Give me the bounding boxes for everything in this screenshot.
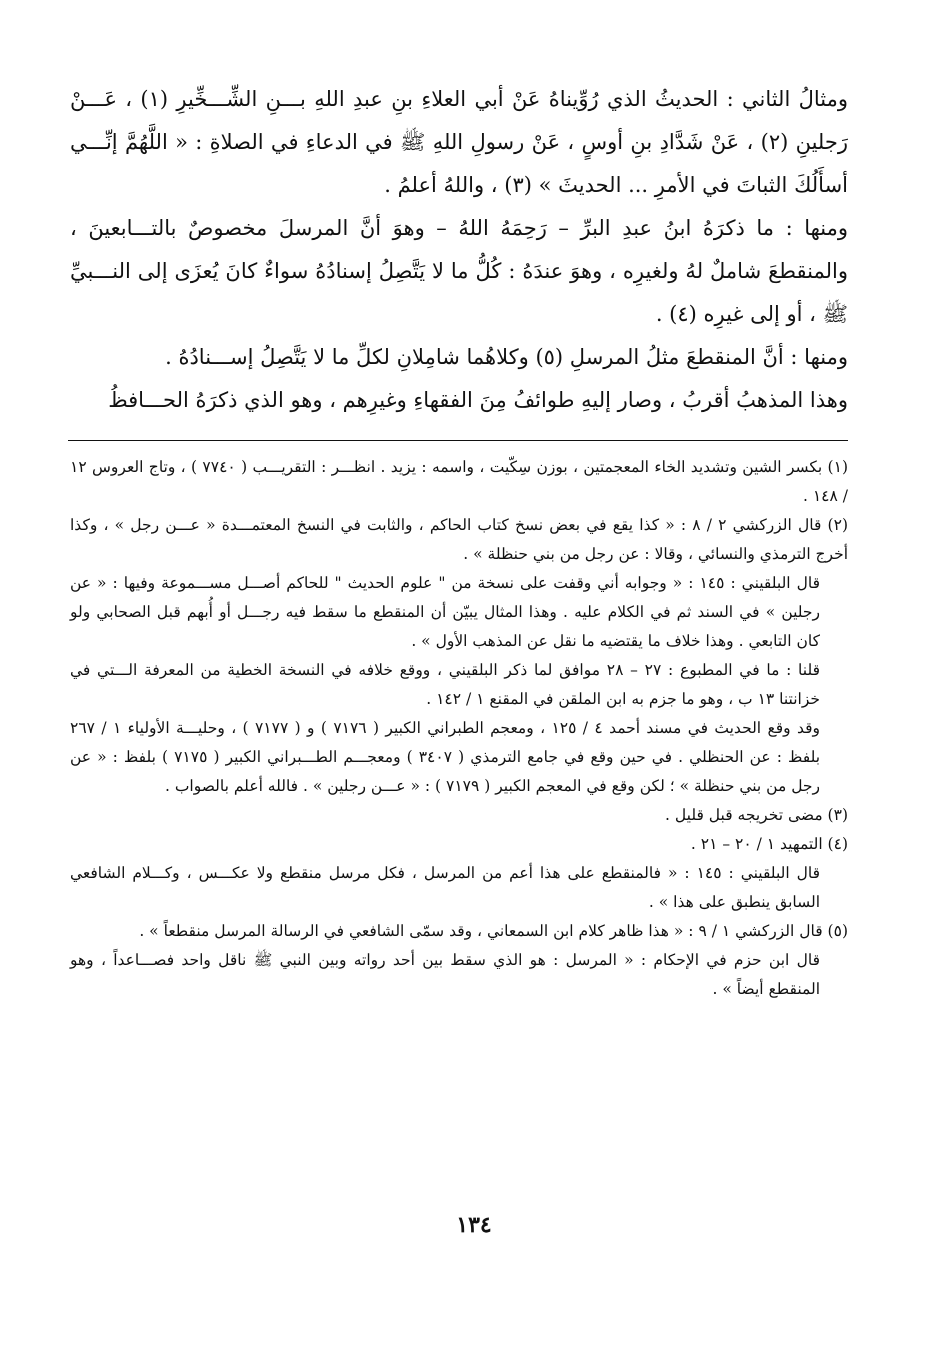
book-page	[70, 78, 848, 1348]
footnote-2-note-b: قلنا : ما في المطبوع : ٢٧ – ٢٨ موافق لما ذكر البلقيني ، ووقع خلافه في النسخة الخطية من المعرفة الـــتي في خزانتنا ١٣ ب ، وهو ما جزم به ابن الملقن في المقنع ١ / ١٤٢ .	[70, 661, 820, 708]
footnote-divider	[68, 440, 848, 441]
footnote-4-note: قال البلقيني : ١٤٥ : « فالمنقطع على هذا أعم من المرسل ، فكل مرسل منقطع ولا عكـــس ، وكـــلام الشافعي السابق ينطبق على هذا » .	[70, 864, 820, 911]
page-number: ١٣٤	[456, 1212, 492, 1238]
main-paragraph-3: ومنها : أنَّ المنقطعَ مثلُ المرسلِ (٥) وكلاهُما شامِلانِ لكلِّ ما لا يَتَّصِلُ إســـنادُهُ .	[165, 345, 848, 369]
footnote-5-note: قال ابن حزم في الإحكام : « المرسل : هو الذي سقط بين أحد رواته وبين النبي ﷺ ناقل واحد فصـــاعداً ، وهو المنقطع أيضاً » .	[70, 951, 820, 998]
main-paragraph-4: وهذا المذهبُ أقربُ ، وصار إليهِ طوائفُ مِنَ الفقهاءِ وغيرِهم ، وهو الذي ذكرَهُ الحـــافظُ	[108, 388, 848, 412]
footnote-2: (٢) قال الزركشي ٢ / ٨ : « كذا يقع في بعض نسخ كتاب الحاكم ، والثابت في النسخ المعتمـــدة « عـــن رجل » ، وكذا أخرج الترمذي والنسائي ، وقالا : عن رجل من بني حنظلة » .	[70, 516, 848, 563]
footnote-4: (٤) التمهيد ١ / ٢٠ – ٢١ .	[690, 835, 848, 853]
footnote-2-note-c: وقد وقع الحديث في مسند أحمد ٤ / ١٢٥ ، ومعجم الطبراني الكبير ( ٧١٧٦ ) و ( ٧١٧٧ ) ، وحليـــة الأولياء ١ / ٢٦٧ بلفظ : عن الحنظلي . في حين وقع في جامع الترمذي ( ٣٤٠٧ ) ومعجـــم الطـــبراني الكبير ( ٧١٧٥ ) بلفظ : « عن رجل من بني حنظلة » ؛ لكن وقع في المعجم الكبير ( ٧١٧٩ ) : « عـــن رجلين » . فالله أعلم بالصواب .	[70, 719, 821, 795]
footnote-1: (١) بكسر الشين وتشديد الخاء المعجمتين ، بوزن سِكّيت ، واسمه : يزيد . انظـــر : التقريـــب ( ٧٧٤٠ ) ، وتاج العروس ١٢ / ١٤٨ .	[70, 458, 848, 505]
footnote-3: (٣) مضى تخريجه قبل قليل .	[665, 806, 848, 824]
footnote-5: (٥) قال الزركشي ١ / ٩ : « هذا ظاهر كلام ابن السمعاني ، وقد سمّى الشافعي في الرسالة المرسل منقطعاً » .	[139, 922, 848, 940]
footnote-2-note-a: قال البلقيني : ١٤٥ : « وجوابه أني وقفت على نسخة من " علوم الحديث " للحاكم أصـــل مســـموعة وفيها : « عن رجلين » في السند ثم في الكلام عليه . وهذا المثال يبيّن أن المنقطع ما سقط فيه رجـــل أو أُبهم قبل الصحابي ولو كان التابعي . وهذا خلاف ما يقتضيه ما نقل عن المذهب الأول » .	[70, 574, 821, 650]
footnotes	[70, 453, 848, 1004]
main-paragraph-2: ومنها : ما ذكرَهُ ابنُ عبدِ البرِّ – رَحِمَهُ اللهُ – وهوَ أنَّ المرسلَ مخصوصٌ بالتـــابعينَ ، والمنقطعَ شاملٌ لهُ ولغيرِه ، وهوَ عندَهُ : كُلُّ ما لا يَتَّصِلُ إسنادُهُ سواءٌ كانَ يُعزَى إلى النـــبيِّ ﷺ ، أو إلى غيرِه (٤) .	[70, 216, 848, 326]
main-text	[70, 78, 848, 422]
main-paragraph-1: ومثالُ الثاني : الحديثُ الذي رُوِّيناهُ عَنْ أبي العلاءِ بنِ عبدِ اللهِ بـــنِ الشِّـــخِّيرِ (١) ، عَـــنْ رَجلينِ (٢) ، عَنْ شَدَّادِ بنِ أوسٍ ، عَنْ رسولِ اللهِ ﷺ في الدعاءِ في الصلاةِ : « اللَّهُمَّ إنِّـــي أسأَلُكَ الثباتَ في الأمرِ ... الحديثَ » (٣) ، واللهُ أعلمُ .	[70, 87, 848, 197]
